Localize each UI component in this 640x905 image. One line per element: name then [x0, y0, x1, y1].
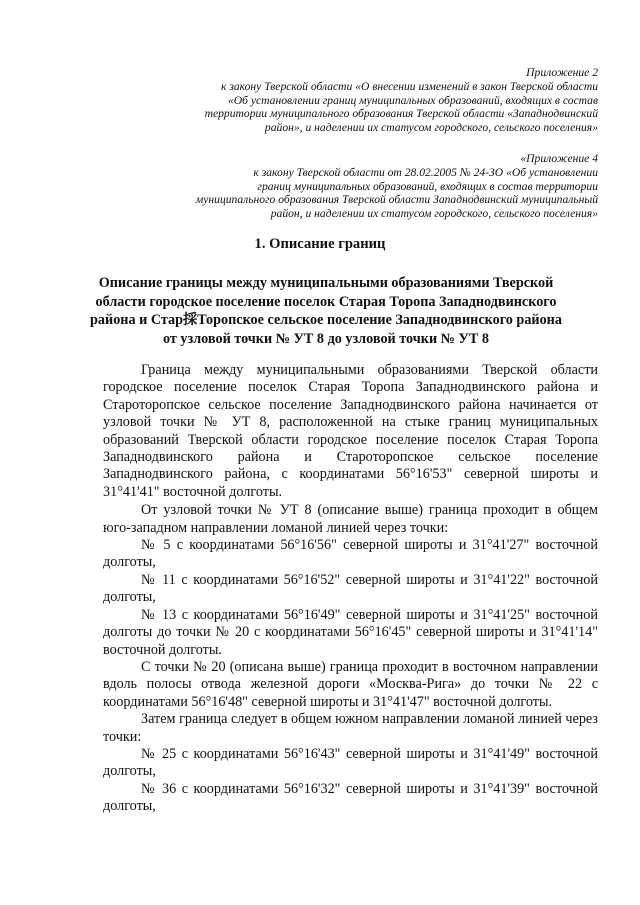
annex-line: район», и наделении их статусом городского, сельского поселения»: [264, 121, 598, 135]
annex-line: район, и наделении их статусом городского, сельского поселения»: [270, 207, 598, 221]
point-item: № 5 с координатами 56°16'56" северной широты и 31°41'27" восточной долготы,: [103, 537, 598, 571]
paragraph-direction: От узловой точки № УТ 8 (описание выше) граница проходит в общем юго-западном направлении ломаной линией через точки:: [103, 502, 598, 536]
heading-line: от узловой точки № УТ 8 до узловой точки № УТ 8: [163, 330, 489, 347]
annex-line: муниципального образования Тверской области Западнодвинский муниципальный: [195, 193, 598, 207]
point-item: № 36 с координатами 56°16'32" северной широты и 31°41'39" восточной долготы,: [103, 780, 598, 815]
paragraph-intro: Граница между муниципальными образованиями Тверской области городское поселение поселок Старая Торопа Западнодвинского района и Староторопское сельское поселение Западнодвинского района начинается от узловой точки № УТ 8, расположенной на стыке границ муниципальных образований Тверской области городское поселение поселок Старая Торопа Западнодвинского района и Староторопское сельское поселение Западнодвинского района, с координатами 56°16'53" северной широты и 31°41'41" восточной долготы.: [103, 362, 598, 500]
point-item: № 13 с координатами 56°16'49" северной широты и 31°41'25" восточной долготы до точки № 20 с координатами 56°16'45" северной широты и 31°41'14" восточной долготы.: [103, 606, 598, 658]
paragraph-east: С точки № 20 (описана выше) граница проходит в восточном направлении вдоль полосы отвода железной дороги «Москва-Рига» до точки № 22 с координатами 56°16'48" северной широты и 31°41'47" восточной долготы.: [103, 658, 598, 710]
point-item: № 25 с координатами 56°16'43" северной широты и 31°41'49" восточной долготы,: [103, 745, 598, 780]
annex-line: Приложение 2: [526, 66, 598, 79]
annex-line: «Приложение 4: [520, 152, 598, 165]
annex-line: «Об установлении границ муниципальных образований, входящих в состав: [227, 93, 598, 107]
annex-2-header: [205, 66, 598, 135]
annex-line: границ муниципальных образований, входящих в состав территории: [257, 179, 598, 193]
heading-line: области городское поселение поселок Старая Торопа Западнодвинского: [95, 293, 557, 310]
boundary-heading: [60, 274, 592, 348]
point-item: № 11 с координатами 56°16'52" северной широты и 31°41'22" восточной долготы,: [103, 571, 598, 606]
heading-line: района и Стар採Торопское сельское поселение Западнодвинского района: [90, 312, 562, 329]
paragraph-south: Затем граница следует в общем южном направлении ломаной линией через точки:: [103, 711, 598, 745]
section-title: 1. Описание границ: [254, 236, 386, 252]
annex-line: к закону Тверской области «О внесении изменений в закон Тверской области: [221, 79, 598, 93]
annex-4-header: [196, 152, 598, 221]
annex-line: к закону Тверской области от 28.02.2005 № 24-ЗО «Об установлении: [253, 165, 598, 179]
heading-line: Описание границы между муниципальными образованиями Тверской: [98, 275, 554, 291]
annex-line: территории муниципального образования Тверской области «Западнодвинский: [204, 107, 598, 121]
boundary-description: [103, 362, 598, 816]
